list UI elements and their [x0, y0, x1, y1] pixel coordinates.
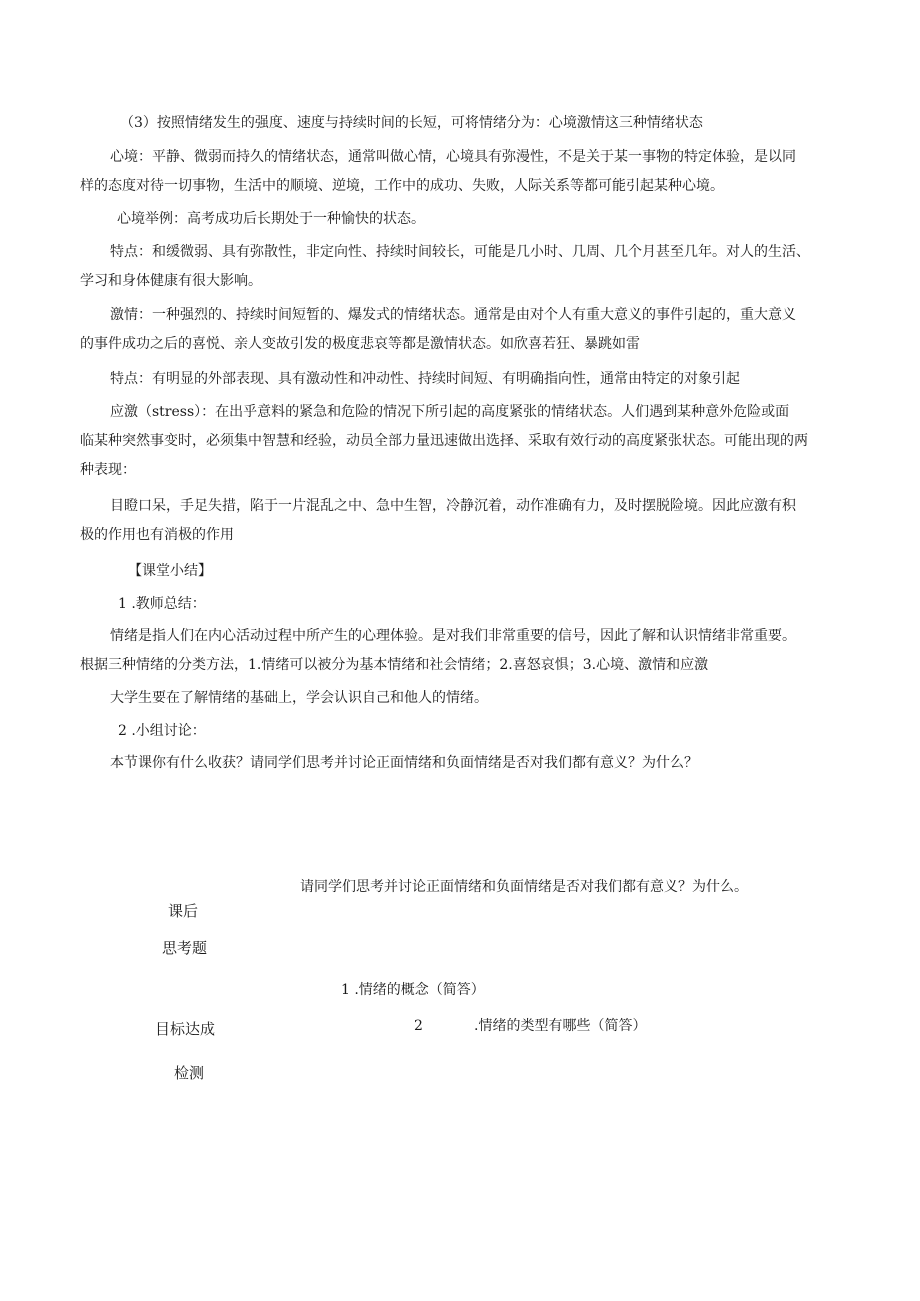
summary-teacher-text-line1: 情绪是指人们在内心活动过程中所产生的心理体验。是对我们非常重要的信号，因此了解和认识情绪非常重要。 — [110, 628, 796, 644]
paragraph-passion-definition-line1: 激情：一种强烈的、持续时间短暂的、爆发式的情绪状态。通常是由对个人有重大意义的事件引起的，重大意义 — [110, 307, 796, 323]
paragraph-stress-definition-line1: 应激（stress）：在出乎意料的紧急和危险的情况下所引起的高度紧张的情绪状态。人们遇到某种意外危险或面 — [110, 404, 790, 420]
after-class-question: 请同学们思考并讨论正面情绪和负面情绪是否对我们都有意义？为什么。 — [300, 879, 748, 895]
paragraph-mood-definition-line2: 样的态度对待一切事物，生活中的顺境、逆境，工作中的成功、失败，人际关系等都可能引起某种心境。 — [80, 178, 724, 194]
paragraph-mood-features-line1: 特点：和缓微弱、具有弥散性，非定向性、持续时间较长，可能是几小时、几周、几个月甚至几年。对人的生活、 — [110, 244, 810, 260]
paragraph-stress-definition-line2: 临某种突然事变时，必须集中智慧和经验，动员全部力量迅速做出选择、采取有效行动的高度紧张状态。可能出现的两 — [80, 433, 808, 449]
row-label-after-class-line1: 课后 — [168, 902, 199, 920]
row-label-goal-check-line2: 检测 — [174, 1064, 205, 1082]
summary-item-group-heading: 2 .小组讨论： — [118, 723, 206, 739]
summary-teacher-text-line2: 根据三种情绪的分类方法，1.情绪可以被分为基本情绪和社会情绪；2.喜怒哀惧；3.心境、激情和应激 — [80, 657, 709, 673]
paragraph-stress-manifestations-line2: 极的作用也有消极的作用 — [80, 527, 234, 543]
goal-check-item-1: 1 .情绪的概念（简答） — [341, 982, 485, 998]
goal-check-item-2-text: .情绪的类型有哪些（简答） — [474, 1018, 647, 1034]
goal-check-item-2-number: 2 — [414, 1018, 423, 1034]
summary-teacher-text-line3: 大学生要在了解情绪的基础上，学会认识自己和他人的情绪。 — [110, 690, 488, 706]
paragraph-stress-definition-line3: 种表现： — [80, 462, 136, 478]
section-title-class-summary: 【课堂小结】 — [128, 563, 212, 579]
summary-group-text: 本节课你有什么收获？请同学们思考并讨论正面情绪和负面情绪是否对我们都有意义？为什么？ — [110, 755, 698, 771]
paragraph-mood-definition-line1: 心境：平静、微弱而持久的情绪状态，通常叫做心情，心境具有弥漫性，不是关于某一事物的特定体验，是以同 — [110, 149, 796, 165]
summary-item-teacher-heading: 1 .教师总结： — [118, 596, 206, 612]
row-label-goal-check-line1: 目标达成 — [155, 1020, 216, 1038]
paragraph-mood-example: 心境举例：高考成功后长期处于一种愉快的状态。 — [117, 211, 425, 227]
paragraph-passion-features: 特点：有明显的外部表现、具有激动性和冲动性、持续时间短、有明确指向性，通常由特定的对象引起 — [110, 371, 740, 387]
paragraph-emotion-classification: （3）按照情绪发生的强度、速度与持续时间的长短，可将情绪分为：心境激情这三种情绪状态 — [120, 115, 703, 131]
paragraph-passion-definition-line2: 的事件成功之后的喜悦、亲人变故引发的极度悲哀等都是激情状态。如欣喜若狂、暴跳如雷 — [80, 336, 640, 352]
paragraph-stress-manifestations-line1: 目瞪口呆，手足失措，陷于一片混乱之中、急中生智，冷静沉着，动作准确有力，及时摆脱险境。因此应激有积 — [110, 498, 796, 514]
paragraph-mood-features-line2: 学习和身体健康有很大影响。 — [80, 273, 262, 289]
row-label-after-class-line2: 思考题 — [162, 939, 208, 957]
